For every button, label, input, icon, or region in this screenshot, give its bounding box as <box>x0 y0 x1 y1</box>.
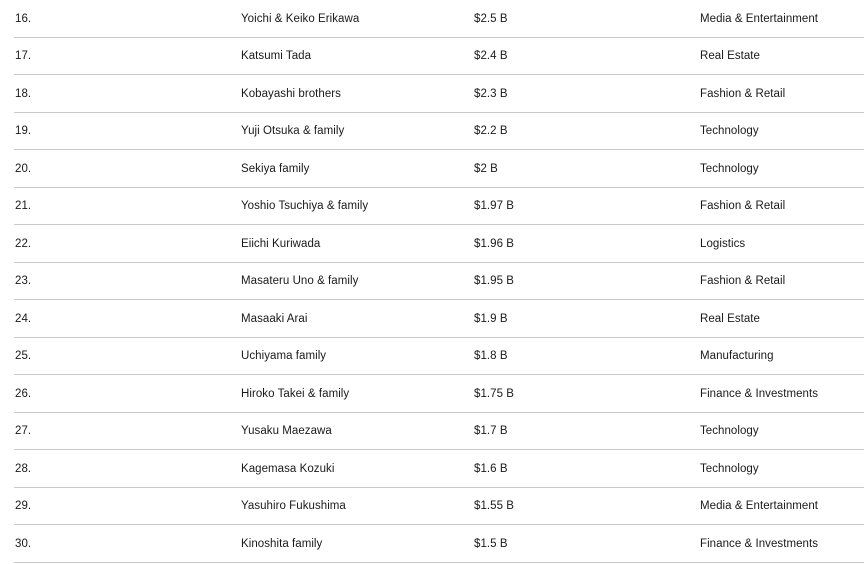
table-row <box>14 338 864 376</box>
table-row <box>14 113 864 151</box>
rank-cell: 22. <box>15 237 32 250</box>
table-row <box>14 263 864 301</box>
industry-cell: Finance & Investments <box>700 537 819 550</box>
rank-cell: 19. <box>15 125 32 138</box>
table-row <box>14 38 864 76</box>
industry-cell: Logistics <box>700 237 746 250</box>
table-row <box>14 525 864 563</box>
name-cell: Yoichi & Keiko Erikawa <box>241 12 360 25</box>
industry-cell: Fashion & Retail <box>700 275 786 288</box>
name-cell: Eiichi Kuriwada <box>241 237 321 250</box>
net-worth-cell: $1.5 B <box>474 537 508 550</box>
name-cell: Kobayashi brothers <box>241 87 341 100</box>
rank-cell: 26. <box>15 387 32 400</box>
rank-cell: 25. <box>15 350 32 363</box>
industry-cell: Real Estate <box>700 50 760 63</box>
name-cell: Hiroko Takei & family <box>241 387 350 400</box>
rank-cell: 16. <box>15 12 32 25</box>
name-cell: Katsumi Tada <box>241 50 312 63</box>
net-worth-cell: $2.3 B <box>474 87 508 100</box>
rank-cell: 21. <box>15 200 32 213</box>
net-worth-cell: $1.95 B <box>474 275 514 288</box>
table-row <box>14 0 864 38</box>
rank-cell: 20. <box>15 162 32 175</box>
table-row <box>14 413 864 451</box>
table-row <box>14 75 864 113</box>
name-cell: Yasuhiro Fukushima <box>241 500 346 513</box>
industry-cell: Technology <box>700 462 759 475</box>
table-row <box>14 300 864 338</box>
name-cell: Sekiya family <box>241 162 310 175</box>
net-worth-cell: $2 B <box>474 162 498 175</box>
rank-cell: 18. <box>15 87 32 100</box>
table-row <box>14 375 864 413</box>
net-worth-cell: $1.6 B <box>474 462 508 475</box>
industry-cell: Fashion & Retail <box>700 200 786 213</box>
rank-cell: 27. <box>15 425 32 438</box>
name-cell: Kinoshita family <box>241 537 323 550</box>
table-row <box>14 225 864 263</box>
industry-cell: Finance & Investments <box>700 387 819 400</box>
rank-cell: 30. <box>15 537 32 550</box>
rank-cell: 29. <box>15 500 32 513</box>
name-cell: Yuji Otsuka & family <box>241 125 345 138</box>
industry-cell: Technology <box>700 425 759 438</box>
industry-cell: Real Estate <box>700 312 760 325</box>
name-cell: Yoshio Tsuchiya & family <box>241 200 369 213</box>
industry-cell: Fashion & Retail <box>700 87 786 100</box>
industry-cell: Media & Entertainment <box>700 12 819 25</box>
net-worth-cell: $1.75 B <box>474 387 514 400</box>
rank-cell: 23. <box>15 275 32 288</box>
table-row <box>14 488 864 526</box>
net-worth-cell: $1.97 B <box>474 200 514 213</box>
industry-cell: Manufacturing <box>700 350 774 363</box>
rank-cell: 17. <box>15 50 32 63</box>
name-cell: Masateru Uno & family <box>241 275 359 288</box>
name-cell: Uchiyama family <box>241 350 327 363</box>
rank-cell: 28. <box>15 462 32 475</box>
net-worth-cell: $2.5 B <box>474 12 508 25</box>
table-row <box>14 188 864 226</box>
rank-cell: 24. <box>15 312 32 325</box>
net-worth-cell: $1.9 B <box>474 312 508 325</box>
industry-cell: Media & Entertainment <box>700 500 819 513</box>
industry-cell: Technology <box>700 125 759 138</box>
name-cell: Yusaku Maezawa <box>241 425 332 438</box>
net-worth-cell: $1.55 B <box>474 500 514 513</box>
net-worth-cell: $2.2 B <box>474 125 508 138</box>
net-worth-cell: $1.7 B <box>474 425 508 438</box>
net-worth-cell: $1.8 B <box>474 350 508 363</box>
net-worth-cell: $2.4 B <box>474 50 508 63</box>
net-worth-cell: $1.96 B <box>474 237 514 250</box>
name-cell: Masaaki Arai <box>241 312 308 325</box>
table-row <box>14 450 864 488</box>
industry-cell: Technology <box>700 162 759 175</box>
table-row <box>14 150 864 188</box>
name-cell: Kagemasa Kozuki <box>241 462 335 475</box>
